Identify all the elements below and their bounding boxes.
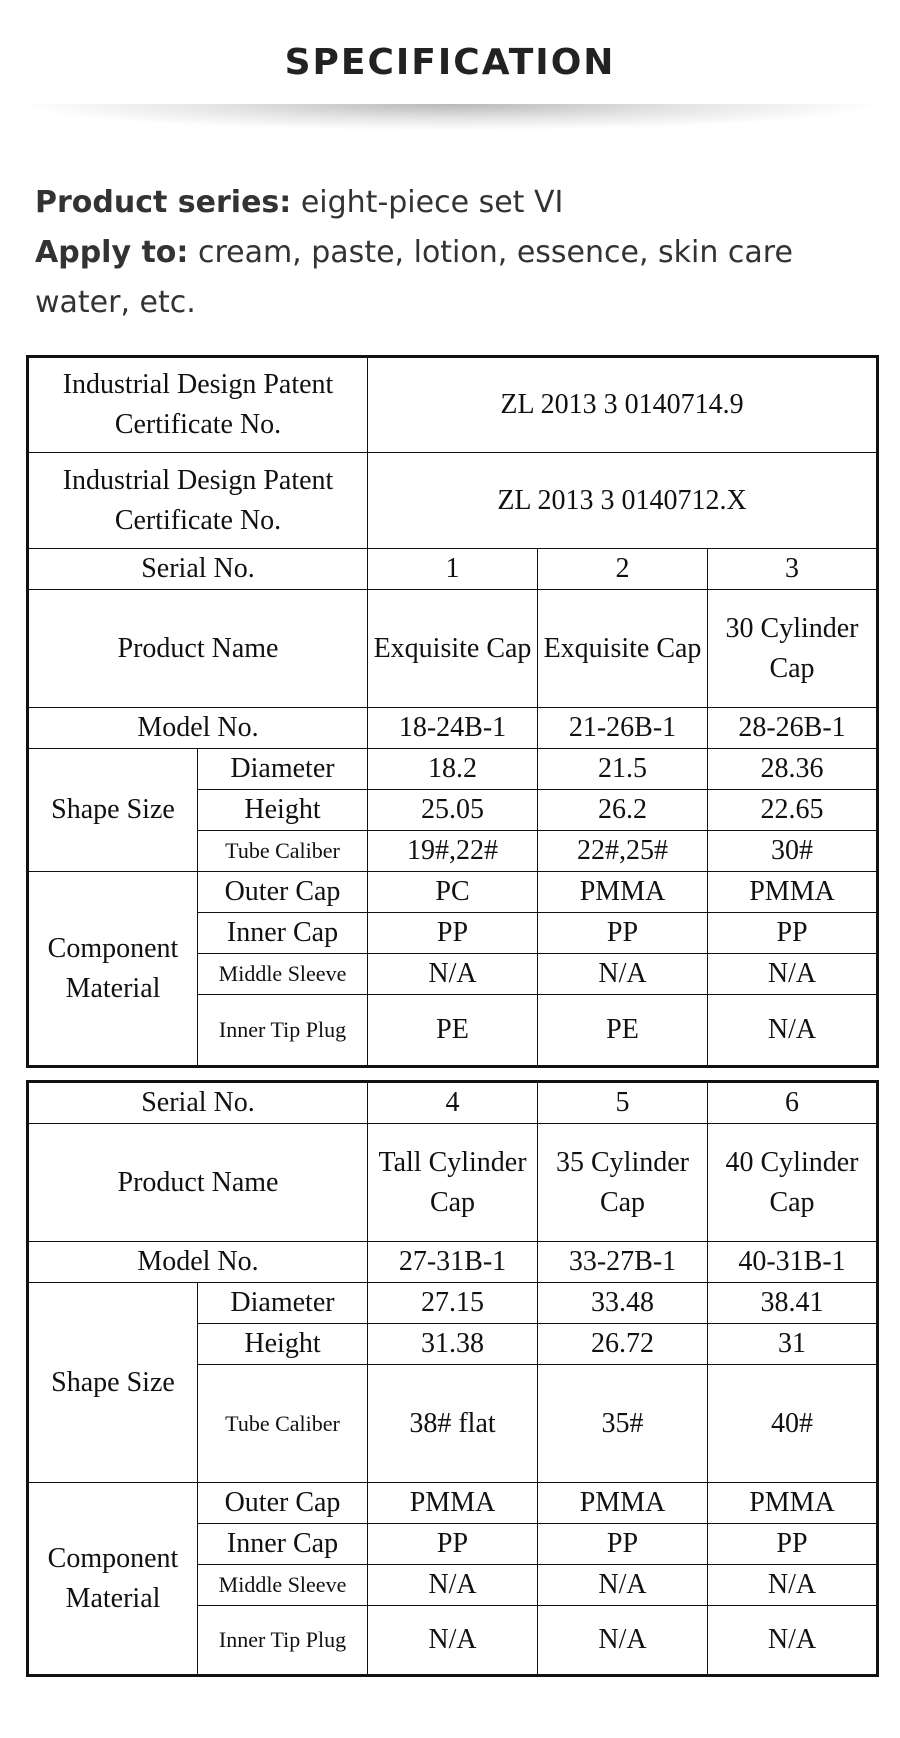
height-value: 26.2 — [538, 790, 708, 831]
table-row — [28, 1283, 878, 1324]
model-value: 28-26B-1 — [708, 708, 878, 749]
tube-caliber-value: 35# — [538, 1365, 708, 1483]
middle-sleeve-value: N/A — [708, 954, 878, 995]
inner-tip-plug-value: PE — [368, 995, 538, 1067]
tube-caliber-label: Tube Caliber — [198, 1365, 368, 1483]
product-intro — [35, 178, 875, 328]
table-row — [28, 872, 878, 913]
table-row — [28, 1124, 878, 1242]
middle-sleeve-value: N/A — [538, 954, 708, 995]
tube-caliber-value: 40# — [708, 1365, 878, 1483]
product-series-line — [35, 178, 875, 228]
middle-sleeve-label: Middle Sleeve — [198, 1565, 368, 1606]
height-label: Height — [198, 1324, 368, 1365]
height-value: 31 — [708, 1324, 878, 1365]
model-label: Model No. — [28, 1242, 368, 1283]
table-row — [28, 549, 878, 590]
serial-value: 6 — [708, 1082, 878, 1124]
table-row — [28, 749, 878, 790]
spec-table-2 — [26, 1080, 879, 1677]
model-value: 27-31B-1 — [368, 1242, 538, 1283]
serial-value: 2 — [538, 549, 708, 590]
product-name-label: Product Name — [28, 590, 368, 708]
outer-cap-label: Outer Cap — [198, 872, 368, 913]
inner-cap-value: PP — [708, 913, 878, 954]
inner-cap-value: PP — [538, 1524, 708, 1565]
diameter-value: 28.36 — [708, 749, 878, 790]
inner-cap-value: PP — [368, 1524, 538, 1565]
serial-value: 3 — [708, 549, 878, 590]
diameter-value: 38.41 — [708, 1283, 878, 1324]
serial-value: 5 — [538, 1082, 708, 1124]
inner-tip-plug-value: PE — [538, 995, 708, 1067]
tube-caliber-value: 22#,25# — [538, 831, 708, 872]
inner-tip-plug-label: Inner Tip Plug — [198, 1606, 368, 1676]
tube-caliber-value: 38# flat — [368, 1365, 538, 1483]
component-material-label: Component Material — [28, 872, 198, 1067]
height-value: 25.05 — [368, 790, 538, 831]
diameter-value: 33.48 — [538, 1283, 708, 1324]
model-value: 40-31B-1 — [708, 1242, 878, 1283]
model-label: Model No. — [28, 708, 368, 749]
product-series-label: Product series: — [35, 185, 292, 220]
inner-cap-label: Inner Cap — [198, 913, 368, 954]
shape-size-label: Shape Size — [28, 1283, 198, 1483]
inner-tip-plug-value: N/A — [708, 995, 878, 1067]
inner-cap-value: PP — [368, 913, 538, 954]
model-value: 33-27B-1 — [538, 1242, 708, 1283]
product-name-value: Exquisite Cap — [368, 590, 538, 708]
page-title: SPECIFICATION — [284, 42, 616, 83]
shape-size-label: Shape Size — [28, 749, 198, 872]
inner-cap-value: PP — [538, 913, 708, 954]
model-value: 18-24B-1 — [368, 708, 538, 749]
middle-sleeve-label: Middle Sleeve — [198, 954, 368, 995]
product-series-value: eight-piece set VI — [300, 185, 564, 220]
diameter-value: 18.2 — [368, 749, 538, 790]
outer-cap-value: PC — [368, 872, 538, 913]
table-row — [28, 357, 878, 453]
tube-caliber-label: Tube Caliber — [198, 831, 368, 872]
table-row — [28, 708, 878, 749]
diameter-label: Diameter — [198, 749, 368, 790]
inner-tip-plug-label: Inner Tip Plug — [198, 995, 368, 1067]
tube-caliber-value: 19#,22# — [368, 831, 538, 872]
serial-value: 4 — [368, 1082, 538, 1124]
outer-cap-value: PMMA — [538, 872, 708, 913]
table-row — [28, 1082, 878, 1124]
patent-label-1: Industrial Design Patent Certificate No. — [28, 357, 368, 453]
serial-value: 1 — [368, 549, 538, 590]
page-header — [0, 0, 900, 135]
apply-to-line — [35, 228, 875, 328]
middle-sleeve-value: N/A — [708, 1565, 878, 1606]
inner-tip-plug-value: N/A — [708, 1606, 878, 1676]
outer-cap-value: PMMA — [538, 1483, 708, 1524]
apply-to-value: cream, paste, lotion, essence, skin care water, etc. — [35, 235, 793, 320]
inner-tip-plug-value: N/A — [538, 1606, 708, 1676]
outer-cap-label: Outer Cap — [198, 1483, 368, 1524]
outer-cap-value: PMMA — [708, 872, 878, 913]
table-row — [28, 1483, 878, 1524]
diameter-label: Diameter — [198, 1283, 368, 1324]
apply-to-label: Apply to: — [35, 235, 189, 270]
patent-value-2: ZL 2013 3 0140712.X — [368, 453, 878, 549]
inner-tip-plug-value: N/A — [368, 1606, 538, 1676]
product-name-value: 30 Cylinder Cap — [708, 590, 878, 708]
outer-cap-value: PMMA — [708, 1483, 878, 1524]
outer-cap-value: PMMA — [368, 1483, 538, 1524]
serial-label: Serial No. — [28, 1082, 368, 1124]
product-name-value: Tall Cylinder Cap — [368, 1124, 538, 1242]
model-value: 21-26B-1 — [538, 708, 708, 749]
serial-label: Serial No. — [28, 549, 368, 590]
product-name-label: Product Name — [28, 1124, 368, 1242]
patent-label-2: Industrial Design Patent Certificate No. — [28, 453, 368, 549]
height-value: 31.38 — [368, 1324, 538, 1365]
diameter-value: 21.5 — [538, 749, 708, 790]
height-value: 26.72 — [538, 1324, 708, 1365]
middle-sleeve-value: N/A — [538, 1565, 708, 1606]
product-name-value: 40 Cylinder Cap — [708, 1124, 878, 1242]
table-row — [28, 590, 878, 708]
patent-value-1: ZL 2013 3 0140714.9 — [368, 357, 878, 453]
component-material-label: Component Material — [28, 1483, 198, 1676]
inner-cap-label: Inner Cap — [198, 1524, 368, 1565]
spec-table-1 — [26, 355, 879, 1068]
tube-caliber-value: 30# — [708, 831, 878, 872]
diameter-value: 27.15 — [368, 1283, 538, 1324]
inner-cap-value: PP — [708, 1524, 878, 1565]
product-name-value: Exquisite Cap — [538, 590, 708, 708]
height-label: Height — [198, 790, 368, 831]
height-value: 22.65 — [708, 790, 878, 831]
product-name-value: 35 Cylinder Cap — [538, 1124, 708, 1242]
header-shadow-divider — [25, 104, 875, 130]
table-row — [28, 1242, 878, 1283]
table-row — [28, 453, 878, 549]
middle-sleeve-value: N/A — [368, 1565, 538, 1606]
middle-sleeve-value: N/A — [368, 954, 538, 995]
